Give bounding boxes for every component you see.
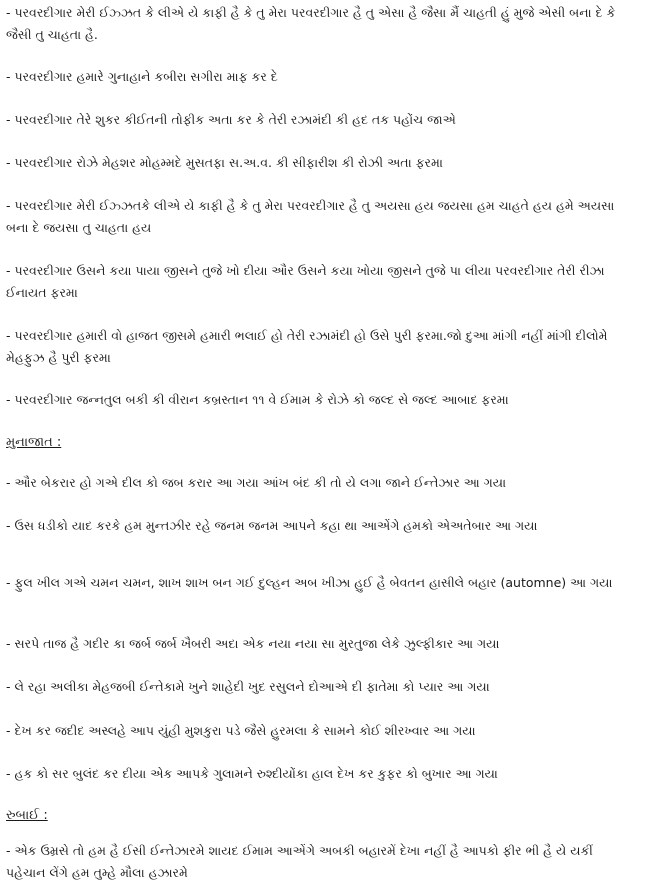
dua-item: - પરવરદીગાર જન્નતુલ બકી કી વીરાન કબ્રસ્તાન ૧૧ વે ઈમામ કે રોઝે કો જલ્દ સે જલ્દ આબાદ ફરમા — [6, 392, 509, 407]
munajat-item: - હક કો સર બુલંદ કર દીયા એક આપકે ગુલામને રુશ્દીયોંકા હાલ દેખ કર કુફર કો બુખાર આ ગયા — [6, 766, 498, 781]
rubai-heading: રુબાઈ : — [6, 808, 48, 823]
munajat-item: - સરપે તાજ હૈ ગદીર કા જર્બ જર્બ ખૈબરી અદા એક નયા નયા સા મુરતુજા લેકે ઝુલ્ફીકાર આ ગયા — [6, 636, 500, 651]
munajat-item: - ઔર બેકરાર હો ગએ દીલ કો જબ કરાર આ ગયા આંખ બંદ કી તો યે લગા જાને ઈન્તેઝાર આ ગયા — [6, 475, 507, 490]
dua-item: - પરવરદીગાર હમારે ગુનાહાને કબીરા સગીરા માફ કર દે — [6, 69, 278, 84]
munajat-item: - દેખ કર જદીદ અસ્લહે આપ યુંહી મુશકુરા પડે જૈસે હુરમલા કે સામને કોઈ શીરખ્વાર આ ગયા — [6, 723, 476, 738]
rubai-item: - એક ઉમ્રસે તો હમ હૈ ઈસી ઈન્તેઝારમે શાયદ ઈમામ આએંગે અબકી બહારમેં દેખા નહીં હૈ આપકો ફીર ભી હૈ યે યકીં પહેચાન લેંગે હમ તુમ્હે મૌલા હઝારમે — [6, 843, 593, 880]
munajat-heading: મુનાજાત : — [6, 435, 62, 450]
munajat-item: - ફુલ ખીલ ગએ ચમન ચમન, શાખ શાખ બન ગઈ દુલ્હન અબ ખીઝા હુઈ હૈ બેવતન હાસીલે બહાર (automne) આ ગયા — [6, 575, 613, 590]
dua-item: - પરવરદીગાર મેરી ઈઝ્ઝત કે લીએ યે કાફી હૈ કે તુ મેરા પરવરદીગાર હૈ તુ એસા હૈ જૈસા મૈં ચાહતી હું મુજે એસી બના દે કે જૈસી તુ ચાહતા હૈ. — [6, 5, 616, 42]
munajat-item: - લે રહા અલીકા મેહજબી ઈન્તેકામે ખુને શાહેદી ખુદ રસુલને દોઆએ દી ફાતેમા કો પ્યાર આ ગયા — [6, 679, 490, 694]
dua-item: - પરવરદીગાર રોઝે મેહશર મોહમ્મદે મુસતફા સ.અ.વ. કી સીફારીશ કી રોઝી અતા ફરમા — [6, 155, 443, 170]
dua-item: - પરવરદીગાર તેરે શુકર કીઈતની તોફીક અતા કર કે તેરી રઝામંદી કી હદ તક પહોંચ જાએ — [6, 112, 456, 127]
munajat-item: - ઉસ ધડીકો યાદ કરકે હમ મુન્તઝીર રહે જનમ જનમ આપને કહા થા આએંગે હમકો એઅતેબાર આ ગયા — [6, 518, 538, 533]
dua-item: - પરવરદીગાર હમારી વો હાજત જીસમે હમારી ભલાઈ હો તેરી રઝામંદી હો ઉસે પુરી ફરમા.જો દુઆ માંગી નહીં માંગી દીલોમે મેહફુઝ હૈ પુરી ફરમા — [6, 328, 608, 365]
dua-item: - પરવરદીગાર ઉસને કયા પાયા જીસને તુજે ખો દીયા ઔર ઉસને કયા ખોયા જીસને તુજે પા લીયા પરવરદીગાર તેરી રીઝા ઈનાયત ફરમા — [6, 263, 605, 300]
dua-item: - પરવરદીગાર મેરી ઈઝ્ઝતકે લીએ યે કાફી હૈ કે તુ મેરા પરવરદીગાર હૈ તુ અયસા હય જયસા હમ ચાહતે હય હમે અયસા બના દે જયસા તુ ચાહતા હય — [6, 198, 615, 235]
